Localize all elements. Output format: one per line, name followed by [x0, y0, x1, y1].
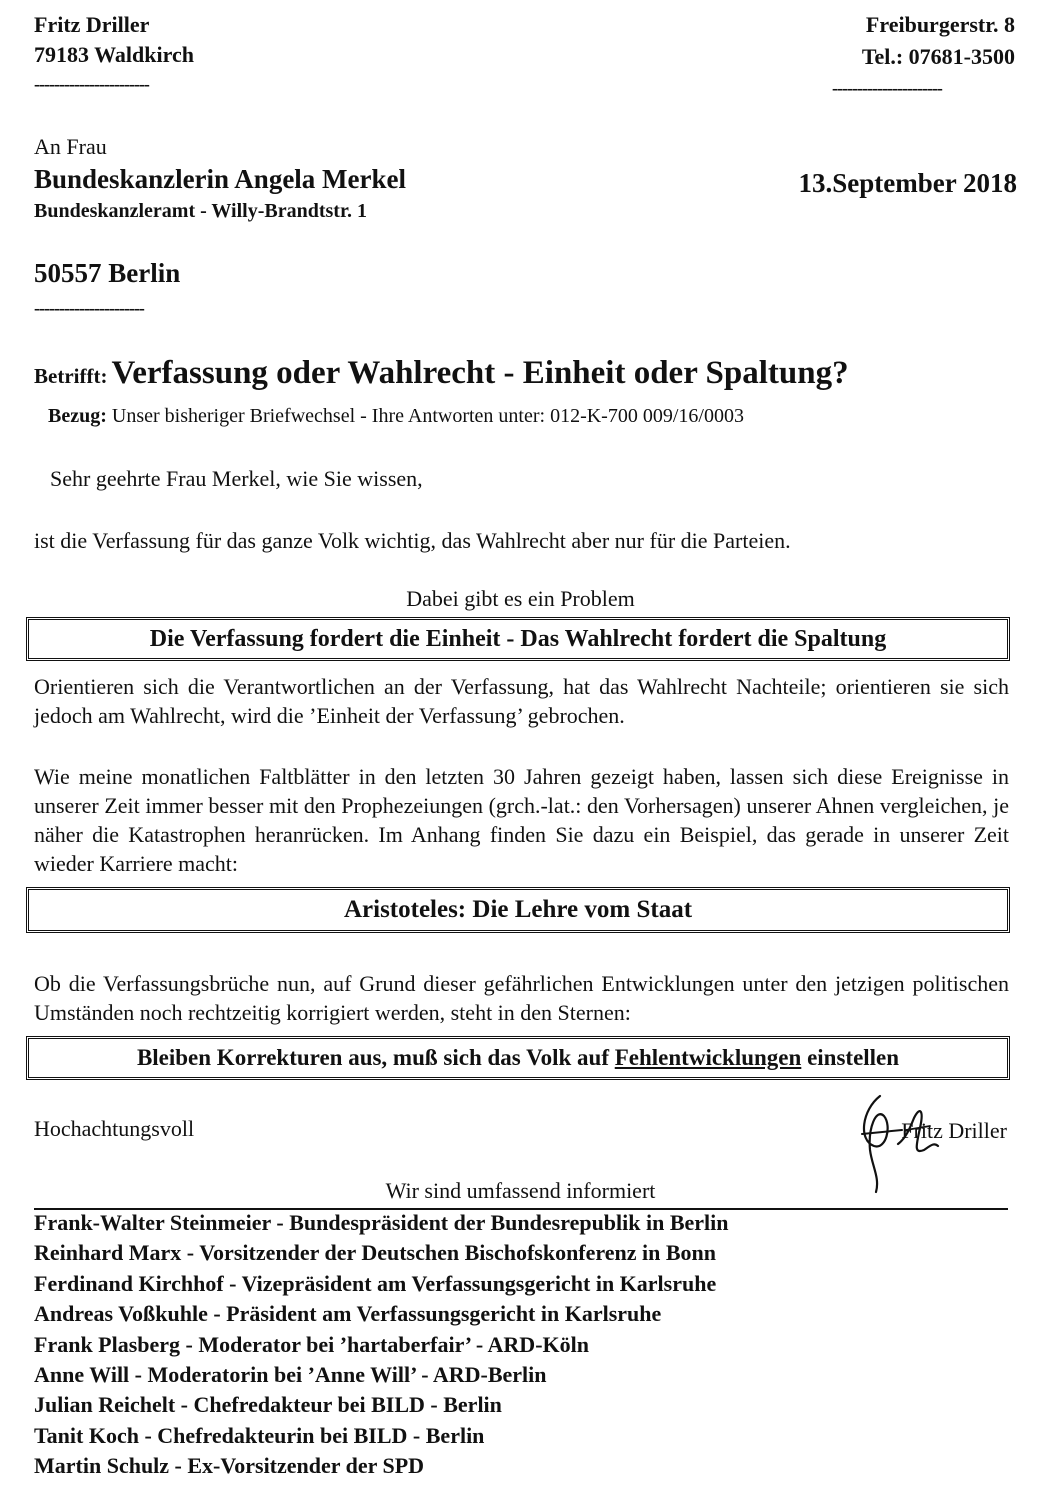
- corrections-text-underlined: Fehlentwicklungen: [614, 1045, 802, 1070]
- cc-recipient: Anne Will - Moderatorin bei ’Anne Will’ - ARD-Berlin: [34, 1362, 547, 1388]
- problem-intro: Dabei gibt es ein Problem: [406, 586, 635, 611]
- cc-recipient: Frank Plasberg - Moderator bei ’hartaberfair’ - ARD-Köln: [34, 1331, 589, 1357]
- sender-street: Freiburgerstr. 8: [865, 12, 1015, 37]
- paragraph-4: Ob die Verfassungsbrüche nun, auf Grund dieser gefährlichen Entwicklungen unter den jetzigen politischen Umständen noch rechtzeitig korrigiert werden, steht in den Sternen:: [34, 971, 1009, 1025]
- paragraph-3: Wie meine monatlichen Faltblätter in den letzten 30 Jahren gezeigt haben, lassen sich diese Ereignisse in unserer Zeit immer besser mit den Prophezeiungen (grch.-lat.: den Vorhersagen) unserer Ahnen vergleichen, je näher die Katastrophen heranrücken. Im Anhang finden Sie dazu ein Beispiel, das gerade in unserer Zeit wieder Karriere macht:: [34, 764, 1009, 876]
- reference-label: Bezug:: [48, 405, 107, 427]
- closing-text: Hochachtungsvoll: [34, 1116, 195, 1141]
- recipient-name: Bundeskanzlerin Angela Merkel: [34, 164, 407, 194]
- cc-recipient: Reinhard Marx - Vorsitzender der Deutschen Bischofskonferenz in Bonn: [34, 1240, 717, 1266]
- highlight-box-aristotle: Aristoteles: Die Lehre vom Staat: [26, 887, 1010, 933]
- cc-recipient: Tanit Koch - Chefredakteurin bei BILD - Berlin: [34, 1422, 485, 1448]
- sender-name: Fritz Driller: [34, 12, 150, 37]
- cc-recipient: Frank-Walter Steinmeier - Bundespräsident der Bundesrepublik in Berlin: [34, 1210, 729, 1235]
- sender-phone: Tel.: 07681-3500: [861, 44, 1015, 69]
- cc-list: [34, 1208, 729, 1482]
- paragraph-2: Orientieren sich die Verantwortlichen an der Verfassung, hat das Wahlrecht Nachteile; orientieren sie sich jedoch am Wahlrecht, wird die ’Einheit der Verfassung’ gebrochen.: [34, 674, 1009, 728]
- highlight-box-unity: Die Verfassung fordert die Einheit - Das Wahlrecht fordert die Spaltung: [26, 617, 1010, 661]
- corrections-text-end: einstellen: [801, 1045, 900, 1070]
- sender-rule-right: ----------------------: [832, 78, 942, 98]
- sender-city: 79183 Waldkirch: [34, 42, 194, 67]
- corrections-text-start: Bleiben Korrekturen aus, muß sich das Volk auf: [136, 1045, 615, 1070]
- cc-recipient: Ferdinand Kirchhof - Vizepräsident am Verfassungsgericht in Karlsruhe: [34, 1270, 717, 1296]
- recipient-office: Bundeskanzleramt - Willy-Brandtstr. 1: [34, 200, 367, 222]
- paragraph-1: ist die Verfassung für das ganze Volk wichtig, das Wahlrecht aber nur für die Parteien.: [34, 528, 791, 553]
- signature-name: Fritz Driller: [901, 1118, 1007, 1143]
- cc-recipient: Martin Schulz - Ex-Vorsitzender der SPD: [34, 1453, 425, 1479]
- sender-rule: -----------------------: [34, 74, 149, 94]
- cc-heading: Wir sind umfassend informiert: [385, 1178, 656, 1203]
- subject-label: Betrifft:: [34, 364, 108, 388]
- reference-line: [48, 405, 744, 428]
- letter-date: 13.September 2018: [798, 168, 1017, 198]
- reference-text: Unser bisheriger Briefwechsel - Ihre Antworten unter: 012-K-700 009/16/0003: [111, 405, 744, 427]
- recipient-salutation-line: An Frau: [34, 134, 107, 159]
- subject-text: Verfassung oder Wahlrecht - Einheit oder Spaltung?: [111, 355, 849, 391]
- greeting: Sehr geehrte Frau Merkel, wie Sie wissen,: [50, 466, 423, 491]
- cc-recipient: Julian Reichelt - Chefredakteur bei BILD - Berlin: [34, 1392, 502, 1418]
- recipient-city: 50557 Berlin: [34, 258, 181, 288]
- highlight-box-corrections: [26, 1036, 1010, 1080]
- recipient-rule: ----------------------: [34, 298, 144, 318]
- subject-line: [34, 355, 849, 392]
- cc-recipient: Andreas Voßkuhle - Präsident am Verfassungsgericht in Karlsruhe: [34, 1301, 662, 1327]
